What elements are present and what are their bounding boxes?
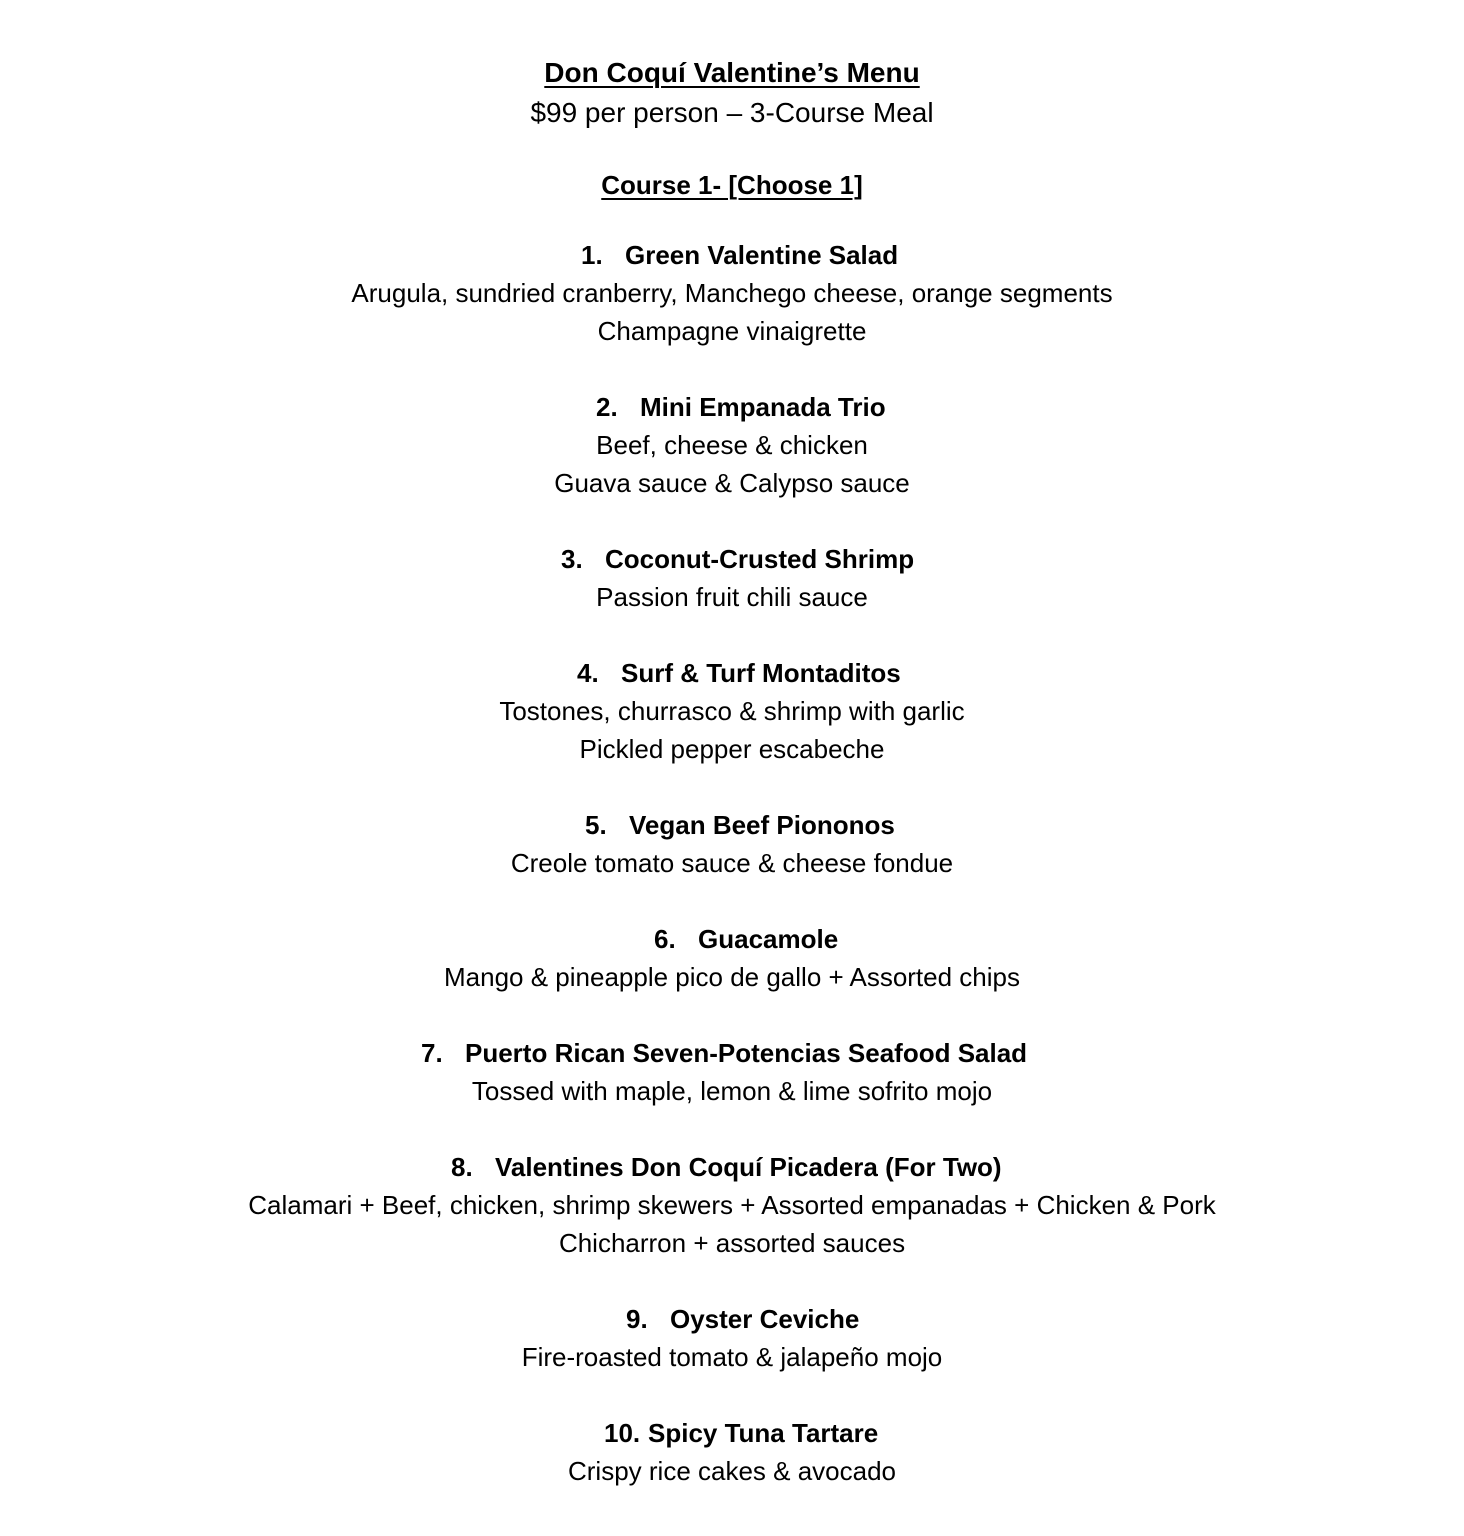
item-description-line: Chicharron + assorted sauces xyxy=(558,1228,906,1258)
item-name: Puerto Rican Seven-Potencias Seafood Salad xyxy=(465,1038,1028,1068)
item-description-line: Pickled pepper escabeche xyxy=(579,734,885,764)
item-name: Mini Empanada Trio xyxy=(640,392,886,422)
item-name: Green Valentine Salad xyxy=(625,240,899,270)
menu-title: Don Coquí Valentine’s Menu xyxy=(544,57,920,88)
menu-item-title xyxy=(451,1150,1002,1184)
menu-item-title xyxy=(604,1416,878,1450)
menu-item-title xyxy=(585,808,895,842)
item-number: 10. xyxy=(604,1418,641,1448)
item-name: Spicy Tuna Tartare xyxy=(648,1418,879,1448)
menu-item-title xyxy=(561,542,914,576)
item-description-line: Fire-roasted tomato & jalapeño mojo xyxy=(521,1342,943,1372)
course-heading: Course 1- [Choose 1] xyxy=(601,170,863,200)
item-name: Coconut-Crusted Shrimp xyxy=(605,544,915,574)
menu-item-title xyxy=(596,390,886,424)
item-number: 9. xyxy=(626,1304,648,1334)
item-description-line: Mango & pineapple pico de gallo + Assorted chips xyxy=(444,962,1020,992)
item-name: Vegan Beef Piononos xyxy=(629,810,895,840)
item-number: 8. xyxy=(451,1152,473,1182)
item-number: 2. xyxy=(596,392,618,422)
item-description-line: Tostones, churrasco & shrimp with garlic xyxy=(499,696,965,726)
item-number: 6. xyxy=(654,924,676,954)
item-name: Oyster Ceviche xyxy=(670,1304,860,1334)
item-description-line: Passion fruit chili sauce xyxy=(596,582,868,612)
item-number: 1. xyxy=(581,240,603,270)
menu-item-title xyxy=(654,922,838,956)
item-description-line: Calamari + Beef, chicken, shrimp skewers + Assorted empanadas + Chicken & Pork xyxy=(248,1190,1216,1220)
item-name: Surf & Turf Montaditos xyxy=(621,658,901,688)
menu-item-title xyxy=(626,1302,859,1336)
item-number: 7. xyxy=(421,1038,443,1068)
item-description-line: Guava sauce & Calypso sauce xyxy=(554,468,910,498)
item-number: 5. xyxy=(585,810,607,840)
item-description-line: Beef, cheese & chicken xyxy=(596,430,868,460)
menu-item-title xyxy=(577,656,901,690)
item-description-line: Champagne vinaigrette xyxy=(597,316,867,346)
menu-item-title xyxy=(581,238,898,272)
item-number: 4. xyxy=(577,658,599,688)
item-description-line: Arugula, sundried cranberry, Manchego cheese, orange segments xyxy=(351,278,1113,308)
menu-price-subtitle: $99 per person – 3-Course Meal xyxy=(530,97,934,128)
item-number: 3. xyxy=(561,544,583,574)
item-description-line: Tossed with maple, lemon & lime sofrito mojo xyxy=(471,1076,993,1106)
menu-item-title xyxy=(421,1036,1027,1070)
item-name: Guacamole xyxy=(698,924,839,954)
item-name: Valentines Don Coquí Picadera (For Two) xyxy=(495,1152,1002,1182)
item-description-line: Crispy rice cakes & avocado xyxy=(567,1456,897,1486)
item-description-line: Creole tomato sauce & cheese fondue xyxy=(510,848,954,878)
